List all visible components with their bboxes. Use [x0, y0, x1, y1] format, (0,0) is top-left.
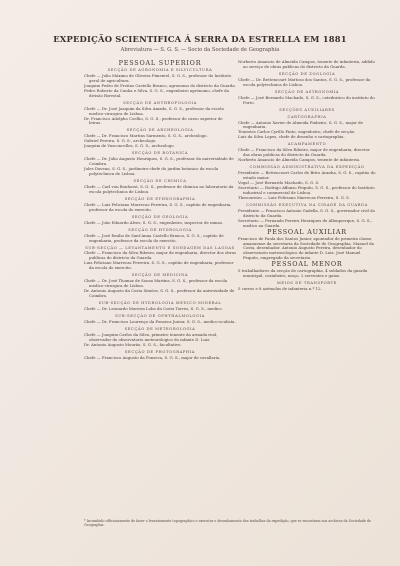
section-entry: Chefe — Francisco Augusto da Fonseca, S. G. S., major de cavallaria.	[84, 354, 221, 360]
section-entry: Secretario — Fernando Pereira Henriques de Albuquerque, S. G. S., medico na Guarda.	[238, 217, 372, 228]
section-entry: Dr. Antonio Augusto Mourão, S. G. S., facultativo.	[84, 341, 182, 347]
footnote: * Incumbido officiosamente de fazer o levantamento topographico e executar o desenhamento dos trabalhos da expedição, que se encontram nos archivos da Sociedade de Geographia.	[84, 519, 371, 528]
section-entry: Thesoureiro — Luiz Feliciano Marrecas Ferreira, S. G. S.	[238, 194, 350, 200]
left-column	[84, 60, 236, 515]
section-heading: SECÇÃO DE MEDICINA	[131, 273, 189, 278]
section-heading: ACAMPAMENTO	[287, 142, 327, 147]
minor-heading: PESSOAL MENOR	[271, 260, 343, 269]
section-entry: Chefe — Luiz Feliciano Marrecas Ferreira, S. G. S., capitão de engenharia, professor da escola do exercito.	[84, 201, 232, 212]
section-entry: Chefe — José Bernardo Machado, S. G. S., catedratico do instituto do Porto.	[238, 94, 375, 105]
section-heading: CARTOGRAPHIA	[287, 114, 327, 119]
section-entry: Chefe — Carl von Bonhorst, S. G. S., professor de chimica no laboratorio da escola polytechnica de Lisboa.	[84, 183, 234, 194]
section-entry: Chefe — Francisco da Silva Ribeiro, major de engenharia, director dos obras publicas do districto da Guarda.	[84, 250, 236, 261]
section-heading: SECÇÃO DE HYDROLOGIA	[128, 227, 192, 232]
section-entry: Chefe — Dr. Julio Augusto Henriques, S. G. S., professor da universidade de Coimbra.	[84, 156, 234, 167]
transport-heading: MEIOS DE TRANSPORTE	[277, 281, 337, 286]
section-entry: Chefe — Julio Máximo de Oliveira Pimentel, S. G. S., professor do Instituto geral de agricultura.	[84, 72, 232, 83]
section-heading: SECÇÃO DE ETHNOGRAPHIA	[124, 196, 196, 201]
section-heading: SUB-SECÇÃO DE OPHTHALMOLOGIA	[115, 313, 205, 318]
section-entry: Chefe — Dr. José Thomaz de Sousa Martins, S. G. S., professor da escola medico-cirurgica de Lisboa.	[84, 278, 228, 289]
section-heading: SUB-SECÇÃO DE HYDROLOGIA MEDICO-MINERAL	[98, 301, 222, 306]
section-entry: Chefe — Francisco da Silva Ribeiro, major de engenharia, director das obras publicas do districto da Guarda.	[238, 147, 370, 158]
section-heading: SECÇÃO DE AGRONOMIA E SILVICULTURA	[107, 67, 213, 72]
minor-text: 5 trabalhadores da secção de cartographia, 4 soldados da guarda municipal, cozinheiro, moço, 2 serventes e guias.	[238, 268, 368, 279]
section-entry: Joaquim Pedro de Freitas Castello Branco, agronomo do districto da Guarda.	[84, 82, 236, 88]
auxiliary-heading: PESSOAL AUXILIAR	[267, 227, 347, 236]
section-entry: Chefe — Dr. José Joaquim da Silva Amado, S. G. S., professor da escola medico-cirurgica de Lisboa.	[84, 105, 224, 116]
section-heading: SUB-SECÇÃO — LEVANTAMENTO E SONDAGEM DAS LAGOAS	[85, 245, 235, 250]
section-entry: Pedro Roberto da Cunha e Silva, S. G. S., engenheiro agrónomo, chefe da divisão florestal.	[84, 87, 229, 98]
section-entry: Secretario — Rodrigo Affonso Pequito, S. G. S., professor do Instituto industrial e commercial de Lisboa.	[238, 184, 375, 195]
section-entry: Tenentes Carlos Cyrillo Pinto, engenheiro, chefe de secção.	[238, 129, 356, 135]
section-entry: Luiz da Silva Lopes, chefe de desenho e cartographia.	[238, 134, 345, 140]
section-entry: Chefe — Dr. Francisco Lourenço da Fonseca Junior, S. G. S., medico-oculista.	[84, 318, 236, 324]
section-heading: SECÇÃO DE METEOROLOGIA	[124, 326, 196, 331]
section-entry: Dr. Antonio Augusto da Costa Simões, S. G. S., professor da universidade de Coimbra.	[84, 288, 235, 299]
section-entry: Presidente — Francisco Antonio Gadella, S. G. S., governador civil do districto da Guarda.	[238, 207, 375, 218]
section-entry: Chefe — Dr. Francisco Martins Sarmento, S. G. S., archeologo.	[84, 133, 208, 139]
right-column	[238, 60, 376, 515]
section-entry: Norberto Amancio de Almeida Campos, tenente de infanteria.	[238, 157, 361, 163]
left-sections	[84, 68, 236, 361]
document-title: EXPEDIÇÃO SCIENTIFICA Á SERRA DA ESTRELLA EM 1881	[53, 34, 347, 44]
section-entry: Vogal — José Bernardo Machado, S. G. S.	[238, 180, 320, 186]
transport-text: 5 carros e 8 azémolas de infanteria n.º 12.	[238, 286, 322, 292]
section-entry: Jules Daveau, S. G. S., jardineiro-chefe do jardim botanico da escola polytechnica de Lisboa.	[84, 166, 219, 177]
section-entry: Chefe — José Emilio de Sant'Anna Castello Branco, S. G. S., capitão de engenharia, professor da escola do exercito.	[84, 232, 224, 243]
section-heading: SECÇÃO DE PHOTOGRAPHIA	[124, 349, 196, 354]
section-heading: COMMISSÃO EXECUTIVA NA CIDADE DA GUARDA	[246, 202, 368, 207]
section-entry: Chefe — Dr. Leonardo Moreira Lobo da Costa Torres, S. G. S., medico.	[84, 305, 223, 311]
section-heading: SECÇÃO DE ARCHEOLOGIA	[126, 128, 194, 133]
personnel-heading: PESSOAL SUPERIOR	[118, 60, 202, 67]
section-entry: Norberto Amancio de Almeida Campos, tenente de infanteria, addido ao serviço de obras publicas do districto da Guarda.	[238, 60, 375, 69]
section-heading: SECÇÃO DE GEOLOGIA	[131, 214, 189, 219]
section-entry: Gabriel Pereira, S. G. S., archeologo.	[84, 138, 157, 144]
section-heading: SECÇÃO DE ANTHROPOLOGIA	[123, 100, 197, 105]
right-sections	[238, 60, 376, 229]
section-heading: SECÇÕES AUXILIARES	[279, 107, 335, 112]
section-entry: Joaquim de Vasconcellos, S. G. S., archeologo.	[84, 143, 175, 149]
section-heading: COMMISSÃO ADMINISTRATIVA DA EXPEDIÇÃO	[249, 165, 365, 170]
section-entry: Luiz Feliciano Marrecas Ferreira, S. G. S., capitão de engenharia, professor da escola do exercito.	[84, 260, 234, 271]
section-entry: Chefe — Dr. Bettencourt Mattoso dos Santos, S. G. S., professor da escola polytechnica de Lisboa.	[238, 76, 371, 87]
section-heading: SECÇÃO DE BOTANICA	[131, 151, 189, 156]
section-heading: SECÇÃO DE ZOOLOGIA	[278, 71, 336, 76]
section-heading: SECÇÃO DE ASTRONOMIA	[274, 89, 340, 94]
document-subtitle: Abreviatura — S. G. S. — Socio da Sociedade de Geographia	[120, 47, 280, 53]
section-entry: Chefe — João Eduardo Alves, S. G. S., engenheiro, inspector de minas.	[84, 219, 224, 225]
section-entry: Chefe — Joaquim Carlos da Silva, primeiro tenente da armada real, observador do observatorio meteorologico do infante D. Luiz.	[84, 331, 218, 342]
section-entry: Presidente — Bettencourt Carlos de Brito Aranha, S. G. S., capitão do estado maior.	[238, 170, 376, 181]
section-heading: SECÇÃO DE CHIMICA	[133, 179, 187, 184]
auxiliary-text: Francisco de Paula dos Santos Junior, apontador de primeira classe, amanuense da secretaria da Sociedade de Geographia. Manuel da Costa, desenhador. Antonio Augusto Pereira, desenhador do observatorio meteorologico do infante D. Luiz. José Manuel Pequito, empregado da secretaria.	[238, 235, 374, 261]
section-entry: Dr. Francisco Adolpho Coelho, S. G. S., professor do curso superior de letras.	[84, 115, 223, 126]
section-entry: Chefe — Antonio Xavier de Almeida Pinheiro, S. G. S., major de engenharia.	[238, 119, 363, 130]
